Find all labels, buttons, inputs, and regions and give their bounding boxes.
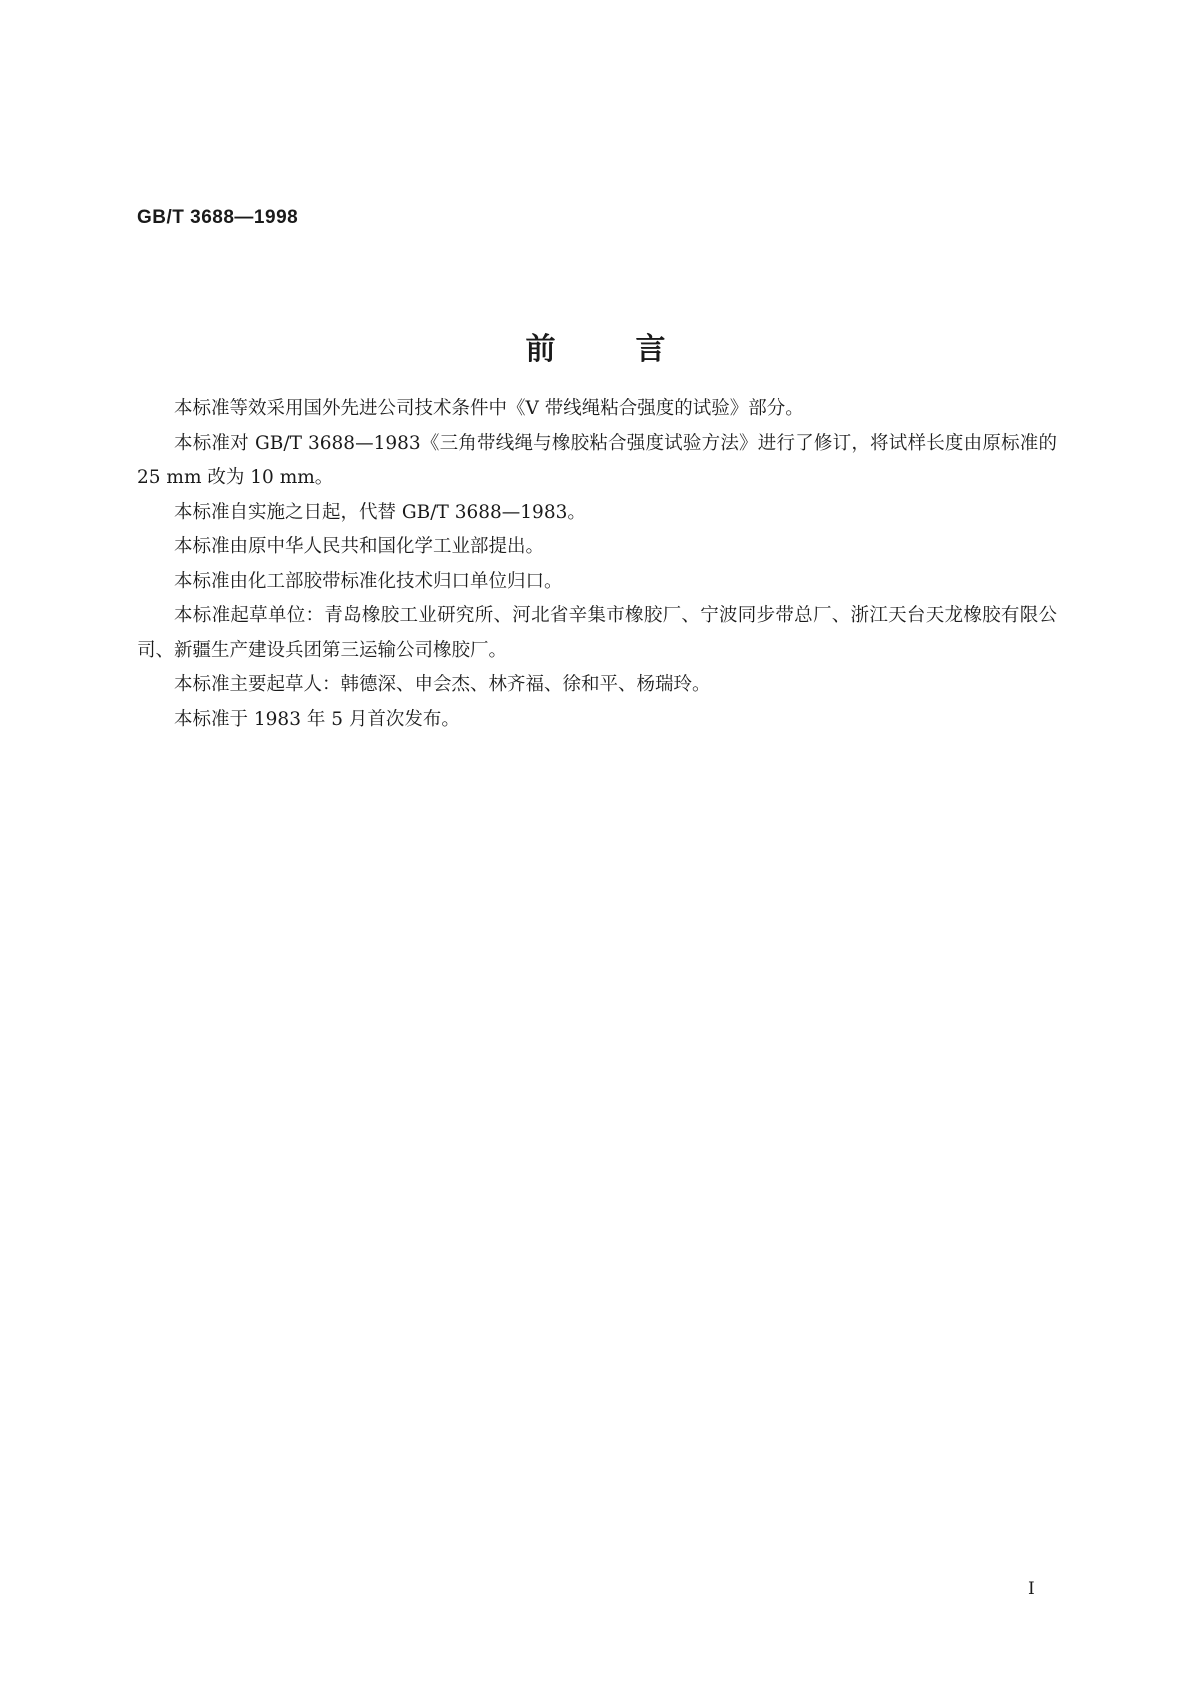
paragraph-adoption: 本标准等效采用国外先进公司技术条件中《V 带线绳粘合强度的试验》部分。 <box>174 398 804 419</box>
standard-code: GB/T 3688—1998 <box>137 207 299 228</box>
paragraph-replacement: 本标准自实施之日起，代替 GB/T 3688—1983。 <box>174 501 586 523</box>
paragraph-revision: 本标准对 GB/T 3688—1983《三角带线绳与橡胶粘合强度试验方法》进行了修订，将试样长度由原标准的 25 mm 改为 10 mm。 <box>137 432 1057 488</box>
paragraph-first-issue: 本标准于 1983 年 5 月首次发布。 <box>174 708 460 730</box>
foreword-body <box>137 392 1057 737</box>
paragraph-drafters: 本标准主要起草人：韩德深、申会杰、林齐福、徐和平、杨瑞玲。 <box>174 674 711 695</box>
paragraph-drafting-units: 本标准起草单位：青岛橡胶工业研究所、河北省辛集市橡胶厂、宁波同步带总厂、浙江天台天龙橡胶有限公司、新疆生产建设兵团第三运输公司橡胶厂。 <box>137 605 1057 661</box>
paragraph-responsible-unit: 本标准由化工部胶带标准化技术归口单位归口。 <box>174 570 563 592</box>
page-number: I <box>1028 1579 1035 1599</box>
paragraph-proposer: 本标准由原中华人民共和国化学工业部提出。 <box>174 536 545 557</box>
page-title: 前言 <box>525 332 746 367</box>
